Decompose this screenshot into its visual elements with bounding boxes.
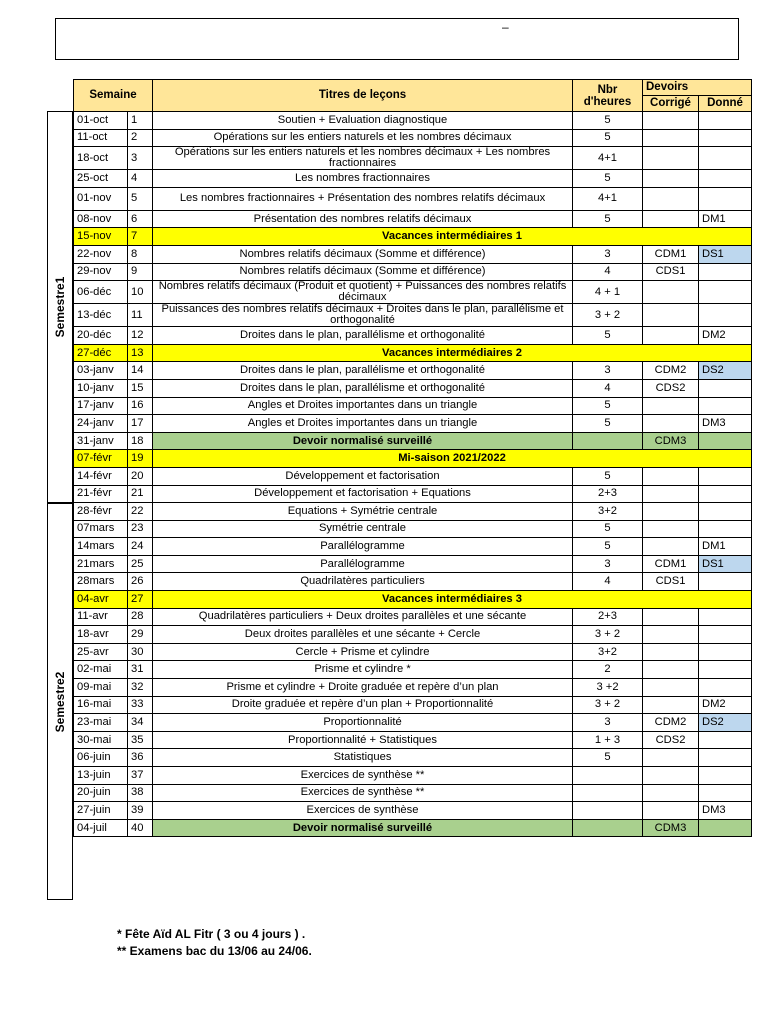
- corrige-cell: [643, 643, 699, 661]
- corrige-cell: [643, 679, 699, 697]
- hours-cell: 5: [573, 112, 643, 130]
- corrige-cell: CDM2: [643, 714, 699, 732]
- donne-cell: [699, 170, 752, 188]
- table-row: [74, 304, 752, 327]
- corrige-cell: [643, 415, 699, 433]
- table-row: [74, 643, 752, 661]
- week-number-cell: 19: [128, 450, 153, 468]
- donne-cell: [699, 397, 752, 415]
- hours-cell: 3: [573, 714, 643, 732]
- corrige-cell: [643, 187, 699, 210]
- hours-cell: 5: [573, 538, 643, 556]
- week-number-cell: 12: [128, 327, 153, 345]
- lesson-title-cell: Cercle + Prisme et cylindre: [153, 643, 573, 661]
- lesson-title-cell: Quadrilatères particuliers: [153, 573, 573, 591]
- donne-cell: [699, 573, 752, 591]
- hours-cell: 5: [573, 327, 643, 345]
- hours-cell: 3: [573, 555, 643, 573]
- lesson-title-cell: Présentation des nombres relatifs décimaux: [153, 210, 573, 228]
- corrige-cell: [643, 170, 699, 188]
- hours-cell: 3+2: [573, 503, 643, 521]
- week-date-cell: 08-nov: [74, 210, 128, 228]
- corrige-cell: [643, 538, 699, 556]
- donne-cell: DM1: [699, 538, 752, 556]
- corrige-cell: CDM3: [643, 819, 699, 837]
- table-row: [74, 802, 752, 820]
- table-row: [74, 228, 752, 246]
- week-date-cell: 07-févr: [74, 450, 128, 468]
- lesson-title-cell: Prisme et cylindre + Droite graduée et repère d’un plan: [153, 679, 573, 697]
- table-row: [74, 415, 752, 433]
- week-number-cell: 25: [128, 555, 153, 573]
- week-date-cell: 21-févr: [74, 485, 128, 503]
- semester-1-label: Semestre1: [47, 111, 73, 503]
- corrige-cell: [643, 467, 699, 485]
- lesson-title-cell: Proportionnalité: [153, 714, 573, 732]
- lesson-title-cell: Mi-saison 2021/2022: [153, 450, 752, 468]
- week-number-cell: 37: [128, 767, 153, 785]
- table-row: [74, 210, 752, 228]
- corrige-cell: [643, 696, 699, 714]
- corrige-cell: CDS1: [643, 263, 699, 281]
- lesson-title-cell: Droites dans le plan, parallélisme et orthogonalité: [153, 362, 573, 380]
- lesson-title-cell: Devoir normalisé surveillé: [153, 819, 573, 837]
- week-date-cell: 07mars: [74, 520, 128, 538]
- week-date-cell: 30-mai: [74, 731, 128, 749]
- corrige-cell: CDS2: [643, 379, 699, 397]
- table-row: [74, 784, 752, 802]
- donne-cell: [699, 485, 752, 503]
- lesson-title-cell: Vacances intermédiaires 3: [153, 591, 752, 609]
- donne-cell: [699, 661, 752, 679]
- week-date-cell: 28mars: [74, 573, 128, 591]
- week-date-cell: 29-nov: [74, 263, 128, 281]
- table-row: [74, 397, 752, 415]
- week-date-cell: 20-déc: [74, 327, 128, 345]
- week-date-cell: 11-oct: [74, 129, 128, 147]
- week-number-cell: 27: [128, 591, 153, 609]
- hours-cell: 5: [573, 467, 643, 485]
- donne-cell: [699, 608, 752, 626]
- hours-cell: [573, 784, 643, 802]
- table-row: [74, 327, 752, 345]
- table-row: [74, 263, 752, 281]
- week-number-cell: 22: [128, 503, 153, 521]
- donne-cell: [699, 263, 752, 281]
- hours-cell: [573, 432, 643, 450]
- donne-cell: DM3: [699, 415, 752, 433]
- week-number-cell: 13: [128, 344, 153, 362]
- hours-cell: 5: [573, 520, 643, 538]
- hours-cell: 4+1: [573, 187, 643, 210]
- lesson-title-cell: Soutien + Evaluation diagnostique: [153, 112, 573, 130]
- donne-cell: [699, 626, 752, 644]
- hours-cell: 3 +2: [573, 679, 643, 697]
- week-date-cell: 03-janv: [74, 362, 128, 380]
- lesson-title-cell: Prisme et cylindre *: [153, 661, 573, 679]
- week-date-cell: 24-janv: [74, 415, 128, 433]
- lesson-title-cell: Les nombres fractionnaires + Présentation des nombres relatifs décimaux: [153, 187, 573, 210]
- week-number-cell: 23: [128, 520, 153, 538]
- lesson-title-cell: Exercices de synthèse: [153, 802, 573, 820]
- lesson-title-cell: Symétrie centrale: [153, 520, 573, 538]
- hours-cell: 5: [573, 749, 643, 767]
- week-date-cell: 31-janv: [74, 432, 128, 450]
- hours-cell: [573, 767, 643, 785]
- week-date-cell: 16-mai: [74, 696, 128, 714]
- week-date-cell: 04-juil: [74, 819, 128, 837]
- lesson-title-cell: Parallélogramme: [153, 555, 573, 573]
- corrige-cell: [643, 767, 699, 785]
- hours-cell: 4 + 1: [573, 281, 643, 304]
- donne-cell: DS2: [699, 714, 752, 732]
- table-header-row: [74, 80, 752, 96]
- donne-cell: [699, 112, 752, 130]
- donne-cell: DM2: [699, 327, 752, 345]
- lesson-title-cell: Développement et factorisation + Equations: [153, 485, 573, 503]
- week-date-cell: 25-oct: [74, 170, 128, 188]
- lesson-title-cell: Nombres relatifs décimaux (Somme et différence): [153, 245, 573, 263]
- table-row: [74, 767, 752, 785]
- col-header-corrige: Corrigé: [643, 96, 699, 112]
- donne-cell: DM1: [699, 210, 752, 228]
- week-number-cell: 18: [128, 432, 153, 450]
- corrige-cell: [643, 520, 699, 538]
- donne-cell: DM2: [699, 696, 752, 714]
- table-row: [74, 696, 752, 714]
- lesson-title-cell: Statistiques: [153, 749, 573, 767]
- table-row: [74, 555, 752, 573]
- corrige-cell: CDS1: [643, 573, 699, 591]
- col-header-titres: Titres de leçons: [153, 80, 573, 112]
- donne-cell: [699, 767, 752, 785]
- col-header-donne: Donné: [699, 96, 752, 112]
- week-number-cell: 17: [128, 415, 153, 433]
- donne-cell: DS1: [699, 245, 752, 263]
- hours-cell: 4+1: [573, 147, 643, 170]
- week-date-cell: 13-juin: [74, 767, 128, 785]
- week-number-cell: 26: [128, 573, 153, 591]
- table-row: [74, 432, 752, 450]
- week-date-cell: 09-mai: [74, 679, 128, 697]
- table-body: [74, 112, 752, 837]
- table-row: [74, 731, 752, 749]
- lesson-title-cell: Vacances intermédiaires 1: [153, 228, 752, 246]
- donne-cell: [699, 749, 752, 767]
- corrige-cell: [643, 281, 699, 304]
- lesson-title-cell: Nombres relatifs décimaux (Somme et différence): [153, 263, 573, 281]
- lesson-title-cell: Opérations sur les entiers naturels et les nombres décimaux + Les nombres fractionnaires: [153, 147, 573, 170]
- week-number-cell: 9: [128, 263, 153, 281]
- week-number-cell: 40: [128, 819, 153, 837]
- week-number-cell: 20: [128, 467, 153, 485]
- table-row: [74, 714, 752, 732]
- week-date-cell: 18-oct: [74, 147, 128, 170]
- header-dash: –: [502, 20, 509, 34]
- corrige-cell: [643, 397, 699, 415]
- corrige-cell: [643, 147, 699, 170]
- donne-cell: [699, 679, 752, 697]
- donne-cell: [699, 281, 752, 304]
- table-row: [74, 819, 752, 837]
- donne-cell: [699, 784, 752, 802]
- corrige-cell: [643, 626, 699, 644]
- week-date-cell: 25-avr: [74, 643, 128, 661]
- lesson-title-cell: Angles et Droites importantes dans un triangle: [153, 415, 573, 433]
- lesson-title-cell: Droites dans le plan, parallélisme et orthogonalité: [153, 327, 573, 345]
- corrige-cell: [643, 661, 699, 679]
- week-number-cell: 31: [128, 661, 153, 679]
- table-row: [74, 281, 752, 304]
- donne-cell: [699, 187, 752, 210]
- corrige-cell: CDM1: [643, 555, 699, 573]
- donne-cell: DS2: [699, 362, 752, 380]
- hours-cell: 5: [573, 129, 643, 147]
- corrige-cell: [643, 503, 699, 521]
- table-row: [74, 520, 752, 538]
- hours-cell: 5: [573, 397, 643, 415]
- corrige-cell: [643, 304, 699, 327]
- table-row: [74, 626, 752, 644]
- donne-cell: [699, 467, 752, 485]
- donne-cell: DS1: [699, 555, 752, 573]
- hours-cell: 3: [573, 362, 643, 380]
- lesson-title-cell: Parallélogramme: [153, 538, 573, 556]
- week-date-cell: 20-juin: [74, 784, 128, 802]
- table-row: [74, 379, 752, 397]
- hours-cell: 2+3: [573, 608, 643, 626]
- footnote-2: ** Examens bac du 13/06 au 24/06.: [117, 944, 312, 958]
- lesson-title-cell: Les nombres fractionnaires: [153, 170, 573, 188]
- lesson-title-cell: Deux droites parallèles et une sécante + Cercle: [153, 626, 573, 644]
- hours-cell: 2: [573, 661, 643, 679]
- lesson-title-cell: Exercices de synthèse **: [153, 767, 573, 785]
- week-date-cell: 27-déc: [74, 344, 128, 362]
- week-number-cell: 3: [128, 147, 153, 170]
- lesson-title-cell: Exercices de synthèse **: [153, 784, 573, 802]
- lesson-title-cell: Quadrilatères particuliers + Deux droites parallèles et une sécante: [153, 608, 573, 626]
- week-number-cell: 39: [128, 802, 153, 820]
- table-row: [74, 538, 752, 556]
- week-date-cell: 18-avr: [74, 626, 128, 644]
- lesson-title-cell: Puissances des nombres relatifs décimaux + Droites dans le plan, parallélisme et orthogonalité: [153, 304, 573, 327]
- donne-cell: [699, 129, 752, 147]
- footnote-1: * Fête Aïd AL Fitr ( 3 ou 4 jours ) .: [117, 927, 306, 941]
- corrige-cell: CDM3: [643, 432, 699, 450]
- week-number-cell: 16: [128, 397, 153, 415]
- hours-cell: 1 + 3: [573, 731, 643, 749]
- col-header-nbr-heures: Nbr d'heures: [573, 80, 643, 112]
- week-date-cell: 01-nov: [74, 187, 128, 210]
- corrige-cell: [643, 112, 699, 130]
- hours-cell: 3 + 2: [573, 696, 643, 714]
- lesson-title-cell: Droites dans le plan, parallélisme et orthogonalité: [153, 379, 573, 397]
- week-date-cell: 04-avr: [74, 591, 128, 609]
- week-number-cell: 33: [128, 696, 153, 714]
- week-date-cell: 15-nov: [74, 228, 128, 246]
- lesson-title-cell: Vacances intermédiaires 2: [153, 344, 752, 362]
- corrige-cell: CDS2: [643, 731, 699, 749]
- table-row: [74, 245, 752, 263]
- week-date-cell: 14mars: [74, 538, 128, 556]
- week-date-cell: 10-janv: [74, 379, 128, 397]
- hours-cell: [573, 819, 643, 837]
- week-number-cell: 8: [128, 245, 153, 263]
- week-number-cell: 21: [128, 485, 153, 503]
- week-number-cell: 1: [128, 112, 153, 130]
- week-date-cell: 06-déc: [74, 281, 128, 304]
- hours-cell: 5: [573, 210, 643, 228]
- week-number-cell: 5: [128, 187, 153, 210]
- week-date-cell: 11-avr: [74, 608, 128, 626]
- table-row: [74, 129, 752, 147]
- donne-cell: [699, 503, 752, 521]
- week-date-cell: 02-mai: [74, 661, 128, 679]
- table-row: [74, 362, 752, 380]
- hours-cell: 4: [573, 263, 643, 281]
- week-number-cell: 24: [128, 538, 153, 556]
- lesson-title-cell: Equations + Symétrie centrale: [153, 503, 573, 521]
- donne-cell: [699, 147, 752, 170]
- corrige-cell: [643, 802, 699, 820]
- table-row: [74, 679, 752, 697]
- week-number-cell: 2: [128, 129, 153, 147]
- week-number-cell: 4: [128, 170, 153, 188]
- week-date-cell: 17-janv: [74, 397, 128, 415]
- week-number-cell: 7: [128, 228, 153, 246]
- hours-cell: 5: [573, 170, 643, 188]
- lesson-title-cell: Proportionnalité + Statistiques: [153, 731, 573, 749]
- corrige-cell: [643, 210, 699, 228]
- table-row: [74, 608, 752, 626]
- lesson-title-cell: Devoir normalisé surveillé: [153, 432, 573, 450]
- week-number-cell: 38: [128, 784, 153, 802]
- week-number-cell: 35: [128, 731, 153, 749]
- hours-cell: 3 + 2: [573, 304, 643, 327]
- footnotes: [117, 926, 312, 960]
- donne-cell: [699, 520, 752, 538]
- corrige-cell: [643, 784, 699, 802]
- table-row: [74, 344, 752, 362]
- week-number-cell: 34: [128, 714, 153, 732]
- table-row: [74, 187, 752, 210]
- week-number-cell: 11: [128, 304, 153, 327]
- donne-cell: [699, 304, 752, 327]
- donne-cell: [699, 819, 752, 837]
- lesson-title-cell: Opérations sur les entiers naturels et les nombres décimaux: [153, 129, 573, 147]
- week-date-cell: 13-déc: [74, 304, 128, 327]
- donne-cell: [699, 731, 752, 749]
- col-header-semaine: Semaine: [74, 80, 153, 112]
- col-header-devoirs: Devoirs: [643, 80, 752, 96]
- week-date-cell: 27-juin: [74, 802, 128, 820]
- lesson-title-cell: Droite graduée et repère d’un plan + Proportionnalité: [153, 696, 573, 714]
- corrige-cell: [643, 749, 699, 767]
- table-row: [74, 112, 752, 130]
- lesson-title-cell: Développement et factorisation: [153, 467, 573, 485]
- hours-cell: 3 + 2: [573, 626, 643, 644]
- table-row: [74, 467, 752, 485]
- donne-cell: DM3: [699, 802, 752, 820]
- table-row: [74, 573, 752, 591]
- week-number-cell: 36: [128, 749, 153, 767]
- hours-cell: 3+2: [573, 643, 643, 661]
- week-number-cell: 14: [128, 362, 153, 380]
- week-number-cell: 6: [128, 210, 153, 228]
- lesson-title-cell: Angles et Droites importantes dans un triangle: [153, 397, 573, 415]
- table-row: [74, 591, 752, 609]
- week-number-cell: 10: [128, 281, 153, 304]
- corrige-cell: [643, 327, 699, 345]
- donne-cell: [699, 379, 752, 397]
- week-number-cell: 32: [128, 679, 153, 697]
- week-number-cell: 29: [128, 626, 153, 644]
- lesson-title-cell: Nombres relatifs décimaux (Produit et quotient) + Puissances des nombres relatifs décimaux: [153, 281, 573, 304]
- week-date-cell: 06-juin: [74, 749, 128, 767]
- hours-cell: 3: [573, 245, 643, 263]
- corrige-cell: CDM1: [643, 245, 699, 263]
- corrige-cell: [643, 608, 699, 626]
- week-date-cell: 22-nov: [74, 245, 128, 263]
- hours-cell: 4: [573, 379, 643, 397]
- donne-cell: [699, 432, 752, 450]
- week-date-cell: 28-févr: [74, 503, 128, 521]
- corrige-cell: [643, 485, 699, 503]
- semester-2-label: Semestre2: [47, 503, 73, 900]
- hours-cell: 2+3: [573, 485, 643, 503]
- corrige-cell: CDM2: [643, 362, 699, 380]
- week-number-cell: 15: [128, 379, 153, 397]
- week-number-cell: 28: [128, 608, 153, 626]
- hours-cell: 5: [573, 415, 643, 433]
- donne-cell: [699, 643, 752, 661]
- table-row: [74, 450, 752, 468]
- week-date-cell: 01-oct: [74, 112, 128, 130]
- table-row: [74, 170, 752, 188]
- hours-cell: [573, 802, 643, 820]
- corrige-cell: [643, 129, 699, 147]
- table-row: [74, 661, 752, 679]
- table-row: [74, 503, 752, 521]
- week-number-cell: 30: [128, 643, 153, 661]
- hours-cell: 4: [573, 573, 643, 591]
- week-date-cell: 14-févr: [74, 467, 128, 485]
- table-row: [74, 485, 752, 503]
- lesson-plan-table: [73, 79, 752, 837]
- week-date-cell: 21mars: [74, 555, 128, 573]
- table-row: [74, 147, 752, 170]
- week-date-cell: 23-mai: [74, 714, 128, 732]
- table-row: [74, 749, 752, 767]
- document-header-box: [55, 18, 739, 60]
